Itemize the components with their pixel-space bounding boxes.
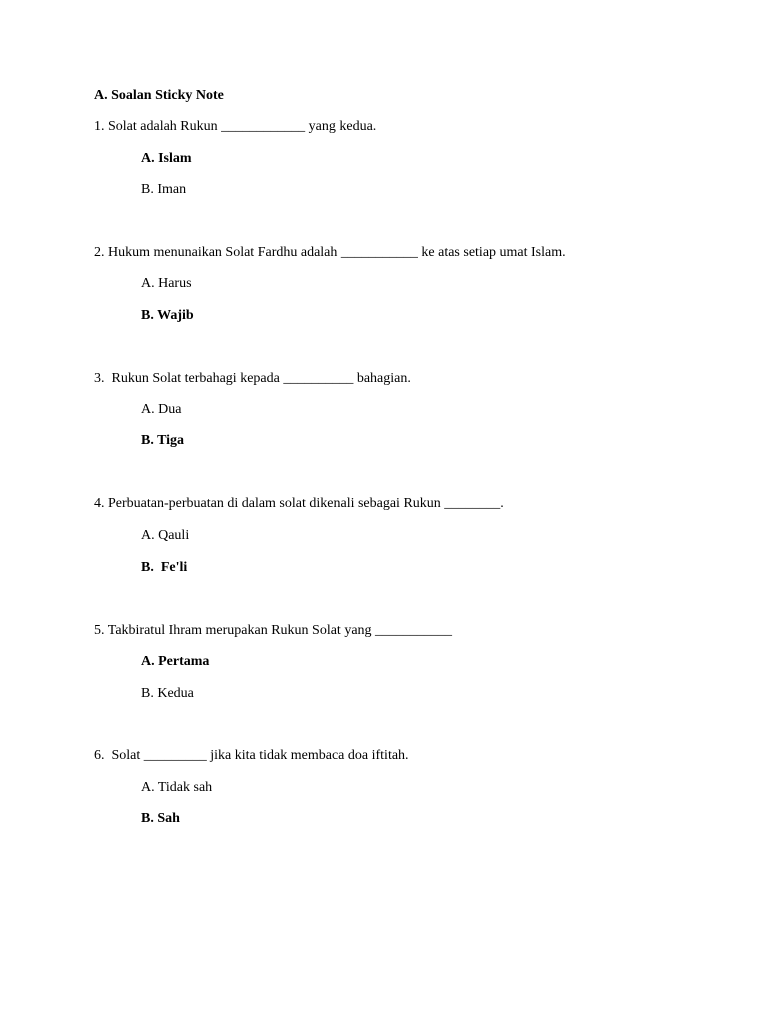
question-5-text: 5. Takbiratul Ihram merupakan Rukun Solat yang ___________ xyxy=(94,623,453,638)
question-3-option-a: A. Dua xyxy=(141,402,182,417)
question-6-text: 6. Solat _________ jika kita tidak membaca doa iftitah. xyxy=(94,748,409,763)
question-1-option-a: A. Islam xyxy=(141,151,192,166)
question-1-text: 1. Solat adalah Rukun ____________ yang kedua. xyxy=(94,119,377,134)
question-2-text: 2. Hukum menunaikan Solat Fardhu adalah ___________ ke atas setiap umat Islam. xyxy=(94,245,566,260)
section-title: A. Soalan Sticky Note xyxy=(94,88,224,103)
question-2-option-b: B. Wajib xyxy=(141,308,194,323)
question-6-option-b: B. Sah xyxy=(141,811,180,826)
question-1-option-b: B. Iman xyxy=(141,182,187,197)
question-2-option-a: A. Harus xyxy=(141,276,192,291)
question-4-option-a: A. Qauli xyxy=(141,528,190,543)
question-6-option-a: A. Tidak sah xyxy=(141,780,213,795)
question-4-option-b: B. Fe'li xyxy=(141,560,188,575)
question-5-option-a: A. Pertama xyxy=(141,654,210,669)
question-3-option-b: B. Tiga xyxy=(141,433,185,448)
question-5-option-b: B. Kedua xyxy=(141,686,194,701)
question-4-text: 4. Perbuatan-perbuatan di dalam solat dikenali sebagai Rukun ________. xyxy=(94,496,504,511)
question-3-text: 3. Rukun Solat terbahagi kepada __________ bahagian. xyxy=(94,371,411,386)
